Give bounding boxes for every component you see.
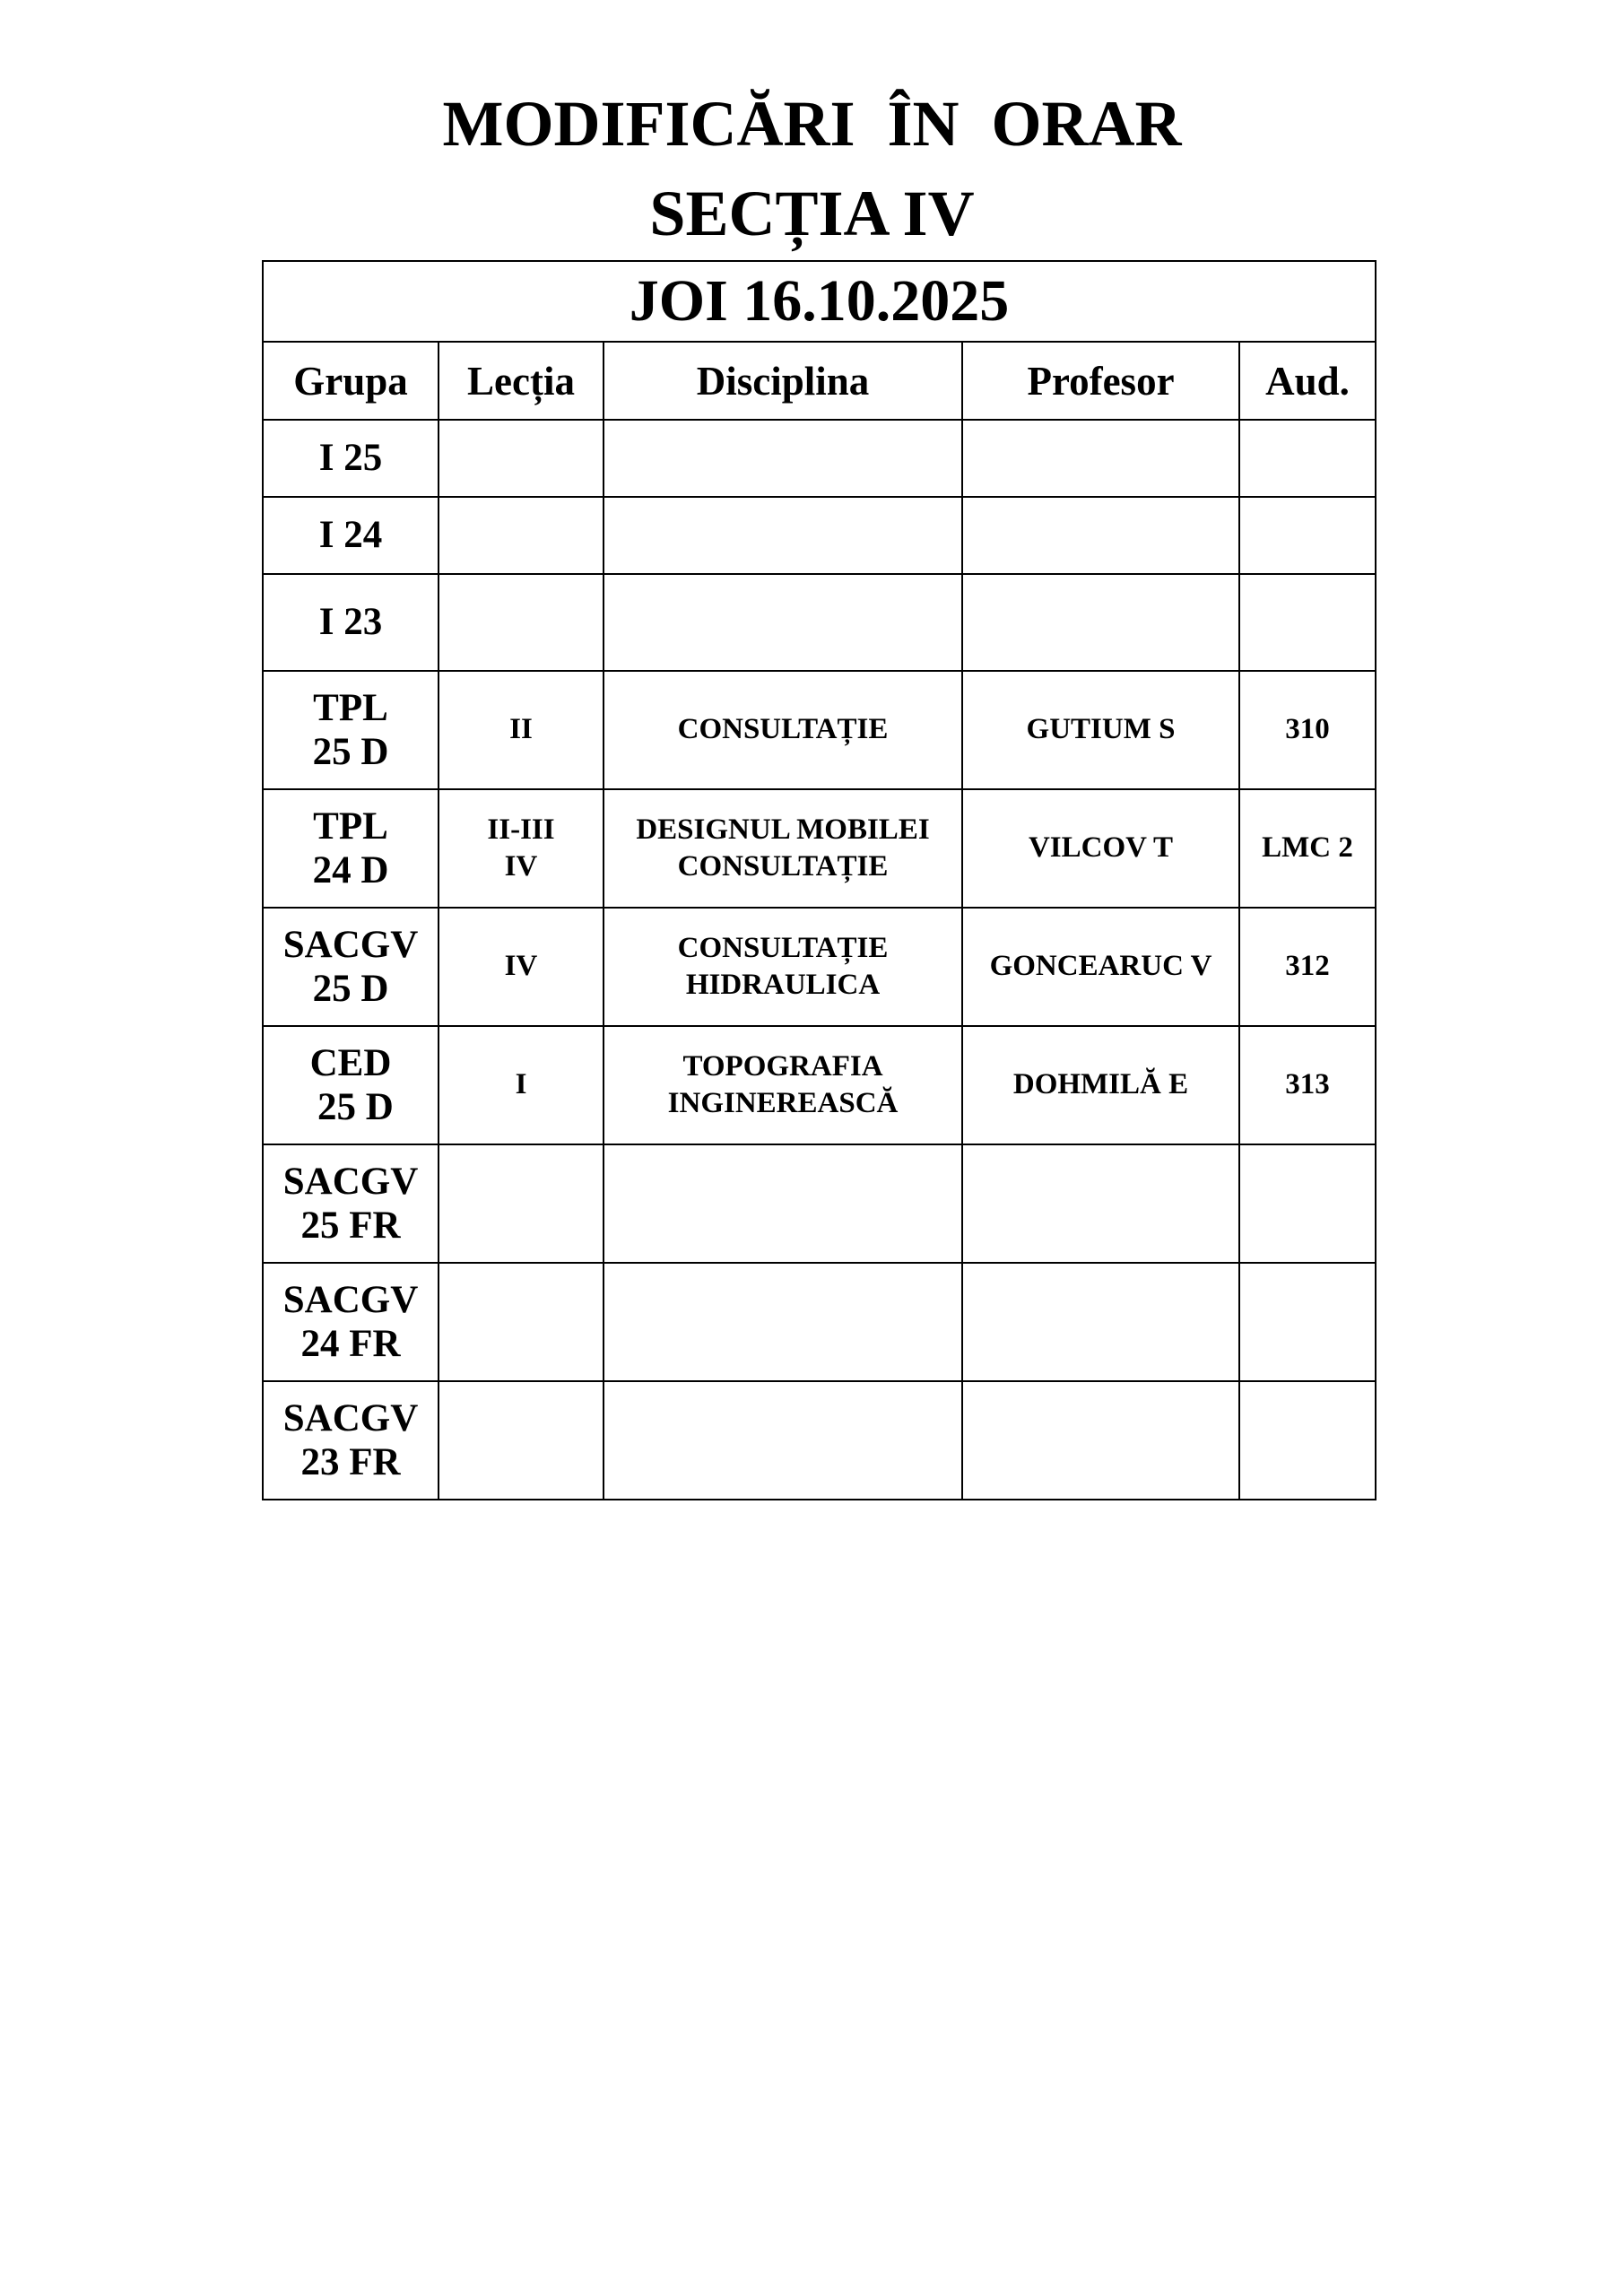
grupa-line: 23 FR (300, 1441, 401, 1483)
cell-grupa (263, 574, 439, 671)
lectia-line: I (515, 1068, 527, 1101)
cell-grupa (263, 1026, 439, 1144)
cell-lectia (439, 1144, 604, 1263)
cell-lectia (439, 908, 604, 1026)
grupa-line: I 24 (318, 514, 383, 557)
grupa-line: 24 D (312, 849, 389, 891)
cell-aud: 312 (1239, 908, 1376, 1026)
cell-lectia (439, 420, 604, 497)
grupa-line: SACGV (282, 923, 419, 966)
title-line-2: SECȚIA IV (649, 178, 975, 249)
lectia-line: II-III (487, 813, 555, 846)
grupa-line: SACGV (282, 1396, 419, 1439)
cell-profesor (962, 497, 1239, 574)
cell-disciplina (604, 1381, 962, 1500)
lectia-line: II (509, 713, 533, 746)
cell-disciplina (604, 908, 962, 1026)
cell-profesor: GUTIUM S (962, 671, 1239, 789)
disciplina-line: HIDRAULICA (685, 969, 881, 1001)
grupa-line: 24 FR (300, 1323, 401, 1365)
grupa-line: I 23 (318, 601, 383, 644)
disciplina-line: DESIGNUL MOBILEI (636, 813, 930, 846)
cell-disciplina (604, 789, 962, 908)
schedule-table (262, 260, 1376, 1500)
table-row (263, 908, 1376, 1026)
cell-lectia (439, 1381, 604, 1500)
lectia-line: IV (504, 950, 538, 983)
title-line-1: MODIFICĂRI ÎN ORAR (442, 88, 1182, 160)
table-row (263, 574, 1376, 671)
cell-disciplina (604, 671, 962, 789)
grupa-line: TPL (313, 686, 388, 729)
cell-profesor (962, 574, 1239, 671)
cell-lectia (439, 789, 604, 908)
grupa-line: 25 D (308, 1086, 394, 1128)
cell-profesor: GONCEARUC V (962, 908, 1239, 1026)
cell-disciplina (604, 1144, 962, 1263)
header-profesor: Profesor (962, 342, 1239, 420)
disciplina-line: CONSULTAȚIE (677, 713, 889, 746)
grupa-line: 25 FR (300, 1205, 401, 1247)
cell-grupa (263, 1263, 439, 1381)
cell-profesor (962, 1144, 1239, 1263)
grupa-line: SACGV (282, 1160, 419, 1203)
cell-disciplina (604, 1263, 962, 1381)
grupa-line: 25 D (312, 968, 389, 1010)
table-row (263, 1026, 1376, 1144)
cell-aud (1239, 497, 1376, 574)
cell-aud: 310 (1239, 671, 1376, 789)
cell-profesor: DOHMILĂ E (962, 1026, 1239, 1144)
cell-grupa (263, 789, 439, 908)
cell-aud (1239, 574, 1376, 671)
cell-lectia (439, 574, 604, 671)
disciplina-line: TOPOGRAFIA (682, 1049, 883, 1083)
cell-disciplina (604, 574, 962, 671)
date-cell: JOI 16.10.2025 (263, 261, 1376, 342)
header-grupa: Grupa (263, 342, 439, 420)
cell-lectia (439, 1026, 604, 1144)
cell-profesor (962, 1381, 1239, 1500)
grupa-line: TPL (313, 804, 388, 848)
cell-aud: LMC 2 (1239, 789, 1376, 908)
cell-grupa (263, 908, 439, 1026)
cell-grupa (263, 1144, 439, 1263)
header-row (263, 342, 1376, 420)
cell-profesor (962, 420, 1239, 497)
document-title (0, 79, 1624, 258)
cell-aud (1239, 1381, 1376, 1500)
cell-profesor: VILCOV T (962, 789, 1239, 908)
grupa-line: 25 D (312, 731, 389, 773)
lectia-line: IV (504, 850, 538, 883)
date-row (263, 261, 1376, 342)
table-row (263, 420, 1376, 497)
table-row (263, 671, 1376, 789)
cell-grupa (263, 497, 439, 574)
disciplina-line: INGINEREASCĂ (667, 1087, 899, 1119)
disciplina-line: CONSULTAȚIE (677, 850, 889, 883)
table-row (263, 497, 1376, 574)
cell-lectia (439, 497, 604, 574)
cell-profesor (962, 1263, 1239, 1381)
cell-disciplina (604, 497, 962, 574)
header-aud: Aud. (1239, 342, 1376, 420)
grupa-line: CED (309, 1041, 392, 1084)
table-row (263, 789, 1376, 908)
grupa-line: SACGV (282, 1278, 419, 1321)
cell-aud: 313 (1239, 1026, 1376, 1144)
header-lectia: Lecția (439, 342, 604, 420)
disciplina-line: CONSULTAȚIE (677, 931, 889, 964)
cell-grupa (263, 420, 439, 497)
cell-aud (1239, 420, 1376, 497)
cell-aud (1239, 1263, 1376, 1381)
grupa-line: I 25 (318, 437, 383, 480)
cell-grupa (263, 671, 439, 789)
cell-aud (1239, 1144, 1376, 1263)
table-row (263, 1144, 1376, 1263)
cell-lectia (439, 1263, 604, 1381)
cell-disciplina (604, 420, 962, 497)
header-disciplina: Disciplina (604, 342, 962, 420)
table-row (263, 1263, 1376, 1381)
table-row (263, 1381, 1376, 1500)
cell-lectia (439, 671, 604, 789)
cell-grupa (263, 1381, 439, 1500)
cell-disciplina (604, 1026, 962, 1144)
